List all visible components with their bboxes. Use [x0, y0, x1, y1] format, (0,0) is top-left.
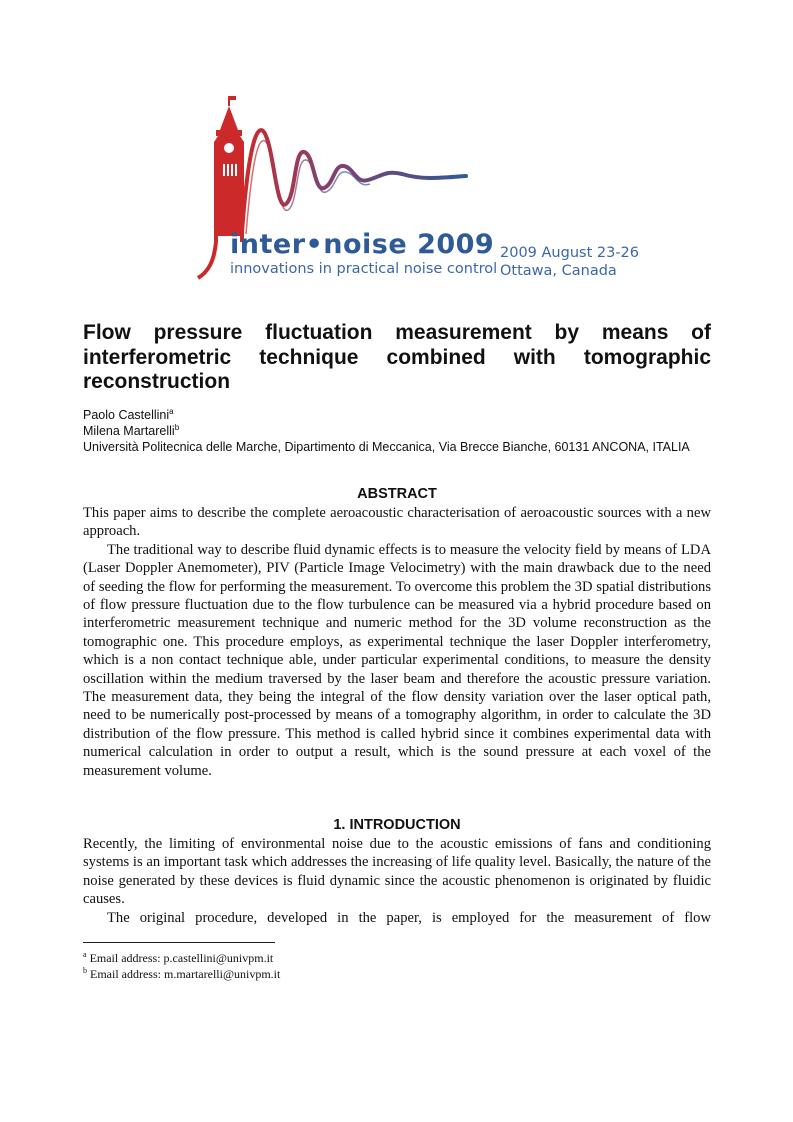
- conference-brand: inter•noise 2009: [230, 229, 495, 260]
- footnote-text: Email address: p.castellini@univpm.it: [89, 951, 274, 965]
- author-block: [83, 407, 723, 455]
- abstract-heading: ABSTRACT: [357, 486, 437, 502]
- abstract-paragraph: This paper aims to describe the complete aeroacoustic characterisation of aeroacoustic sources with a new approach.: [83, 505, 711, 540]
- footnote-rule: [83, 942, 275, 943]
- footnote-text: Email address: m.martarelli@univpm.it: [90, 967, 281, 981]
- footnote: [83, 950, 711, 966]
- introduction-heading: 1. INTRODUCTION: [333, 817, 461, 833]
- author-name: Paolo Castellini: [83, 408, 170, 422]
- conference-date: 2009 August 23-26: [500, 245, 639, 261]
- footnote-mark: a: [83, 950, 87, 959]
- author-line: [83, 423, 723, 439]
- author-mark: b: [174, 422, 180, 432]
- footnote-mark: b: [83, 966, 87, 975]
- footnotes: [83, 950, 711, 982]
- introduction-paragraph: Recently, the limiting of environmental noise due to the acoustic emissions of fans and conditioning systems is an important task which addresses the increasing of life quality level. Basically, the nature of the noise generated by these devices is fluid dynamic since the acoustic phenomenon is originated by fluidic causes.: [83, 836, 711, 908]
- introduction-body: [83, 835, 711, 927]
- introduction-paragraph: The original procedure, developed in the paper, is employed for the measurement of flow: [107, 909, 711, 926]
- abstract-body: [83, 504, 711, 780]
- author-name: Milena Martarelli: [83, 424, 175, 438]
- author-mark: a: [169, 406, 174, 416]
- paper-title: Flow pressure fluctuation measurement by means of interferometric technique combined with tomographic reconstruction: [83, 321, 711, 393]
- footnote: [83, 966, 711, 982]
- author-line: [83, 407, 723, 423]
- affiliation: Università Politecnica delle Marche, Dipartimento di Meccanica, Via Brecce Bianche, 60131 ANCONA, ITALIA: [83, 440, 690, 454]
- conference-dates: [500, 244, 639, 280]
- conference-tagline: innovations in practical noise control: [230, 261, 498, 277]
- abstract-paragraph: The traditional way to describe fluid dynamic effects is to measure the velocity field by means of LDA (Laser Doppler Anemometer), PIV (Particle Image Velocimetry) with the main drawback due to the need of seeding the flow for performing the measurement. To overcome this problem the 3D spatial distributions of flow pressure fluctuation due to the flow turbulence can be measured via a hybrid procedure based on interferometric measurement technique and numeric method for the 3D volume reconstruction as the tomographic one. This procedure employs, as experimental technique the laser Doppler interferometry, which is a non contact technique able, under particular experimental conditions, to measure the density oscillation within the medium traversed by the laser beam and therefore the acoustic pressure variation. The measurement data, they being the integral of the flow density variation over the laser optical path, need to be numerically post-processed by means of a tomography algorithm, in order to calculate the 3D distribution of the flow pressure. This method is called hybrid since it combines experimental data with numerical calculation in order to output a result, which is the sound pressure at each voxel of the measurement volume.: [83, 541, 711, 779]
- conference-location: Ottawa, Canada: [500, 263, 617, 279]
